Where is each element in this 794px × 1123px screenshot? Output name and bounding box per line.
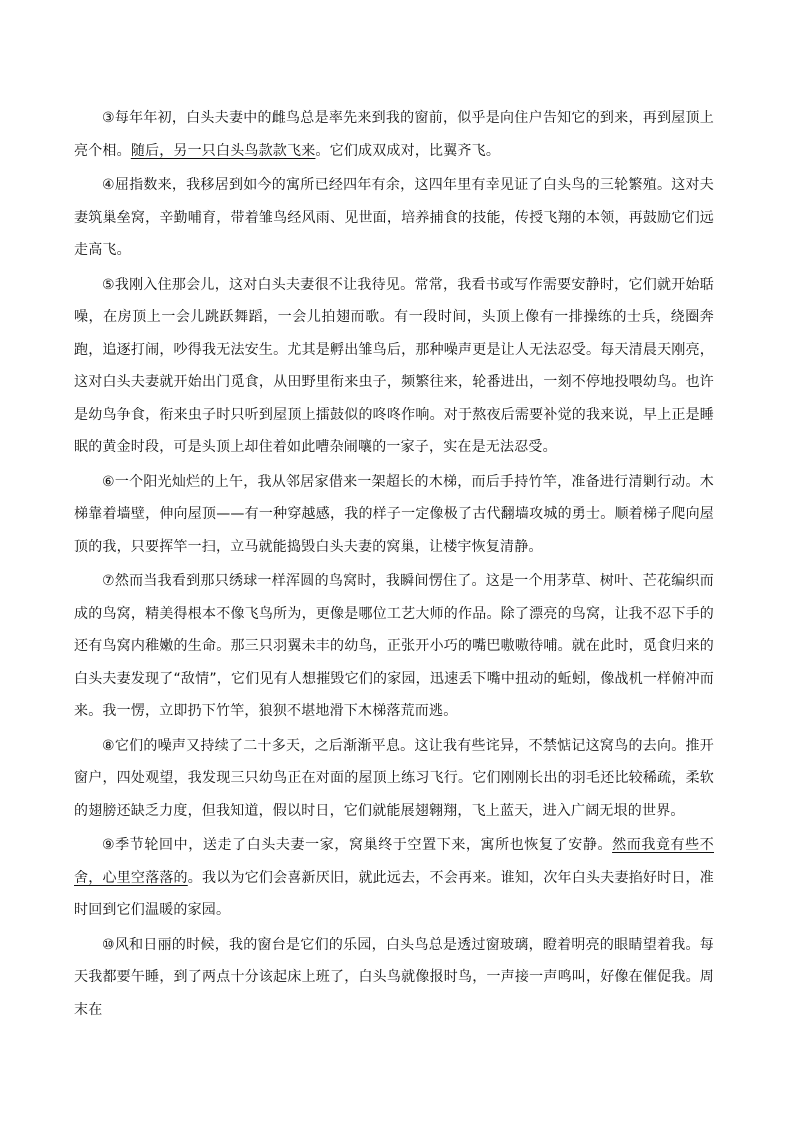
paragraph-3-underlined-text: 随后，另一只白头鸟款款飞来 (130, 142, 316, 159)
paragraph-3-text-a: ③每年年初，白头夫妻中的雌鸟总是率先来到我的窗前，似乎是向住户告知它的到来，再到屋顶上亮个相。 (74, 110, 714, 159)
paragraph-8 (74, 730, 714, 828)
paragraph-4 (74, 169, 714, 267)
paragraph-9-text-a: ⑨季节轮回中，送走了白头夫妻一家，窝巢终于空置下来，寓所也恢复了安静。 (102, 837, 613, 853)
paragraph-7-text: ⑦然而当我看到那只绣球一样浑圆的鸟窝时，我瞬间愣住了。这是一个用茅草、树叶、芒花编织而成的鸟窝，精美得根本不像飞鸟所为，更像是哪位工艺大师的作品。除了漂亮的鸟窝，让我不忍下手的还有鸟窝内稚嫩的生命。那三只羽翼未丰的幼鸟，正张开小巧的嘴巴嗷嗷待哺。就在此时，觅食归来的白头夫妻发现了“敌情”，它们见有人想摧毁它们的家园，迅速丢下嘴中扭动的蚯蚓，像战机一样俯冲而来。我一愣，立即扔下竹竿，狼狈不堪地滑下木梯落荒而逃。 (74, 573, 714, 719)
paragraph-7 (74, 565, 714, 728)
paragraph-3 (74, 102, 714, 167)
paragraph-9 (74, 829, 714, 927)
paragraph-10-text: ⑩风和日丽的时候，我的窗台是它们的乐园，白头鸟总是透过窗玻璃，瞪着明亮的眼睛望着我。每天我都要午睡，到了两点十分该起床上班了，白头鸟就像报时鸟，一声接一声鸣叫，好像在催促我。周末在 (74, 936, 714, 1018)
paragraph-5 (74, 269, 714, 464)
paragraph-6 (74, 466, 714, 564)
paragraph-6-text: ⑥一个阳光灿烂的上午，我从邻居家借来一架超长的木梯，而后手持竹竿，准备进行清剿行动。木梯靠着墙壁，伸向屋顶——有一种穿越感，我的样子一定像极了古代翻墙攻城的勇士。顺着梯子爬向屋顶的我，只要挥竿一扫，立马就能捣毁白头夫妻的窝巢，让楼宇恢复清静。 (74, 473, 714, 555)
paragraph-9-text-b: 。我以为它们会喜新厌旧，就此远去，不会再来。谁知，次年白头夫妻掐好时日，准时回到它们温暖的家园。 (74, 869, 714, 918)
paragraph-8-text: ⑧它们的噪声又持续了二十多天，之后渐渐平息。这让我有些诧异，不禁惦记这窝鸟的去向。推开窗户，四处观望，我发现三只幼鸟正在对面的屋顶上练习飞行。它们刚刚长出的羽毛还比较稀疏，柔软的翅膀还缺乏力度，但我知道，假以时日，它们就能展翅翱翔，飞上蓝天，进入广阔无垠的世界。 (74, 737, 714, 819)
paragraph-10 (74, 929, 714, 1027)
paragraph-3-text-b: 。它们成双成对，比翼齐飞。 (315, 142, 501, 159)
paragraph-5-text: ⑤我刚入住那会儿，这对白头夫妻很不让我待见。常常，我看书或写作需要安静时，它们就开始聒噪，在房顶上一会儿跳跃舞蹈，一会儿拍翅而歌。有一段时间，头顶上像有一排操练的士兵，绕圈奔跑，追逐打闹，吵得我无法安生。尤其是孵出雏鸟后，那种噪声更是让人无法忍受。每天清晨天刚亮，这对白头夫妻就开始出门觅食，从田野里衔来虫子，频繁往来，轮番进出，一刻不停地投喂幼鸟。也许是幼鸟争食，衔来虫子时只听到屋顶上擂鼓似的咚咚作响。对于熬夜后需要补觉的我来说，早上正是睡眠的黄金时段，可是头顶上却住着如此嘈杂闹嚷的一家子，实在是无法忍受。 (74, 276, 714, 455)
paragraph-9-underlined-text: 然而我竟有些不舍，心里空落落的 (74, 837, 714, 886)
paragraph-4-text: ④屈指数来，我移居到如今的寓所已经四年有余，这四年里有幸见证了白头鸟的三轮繁殖。这对夫妻筑巢垒窝，辛勤哺育，带着雏鸟经风雨、见世面，培养捕食的技能，传授飞翔的本领，再鼓励它们远走高飞。 (74, 177, 714, 258)
